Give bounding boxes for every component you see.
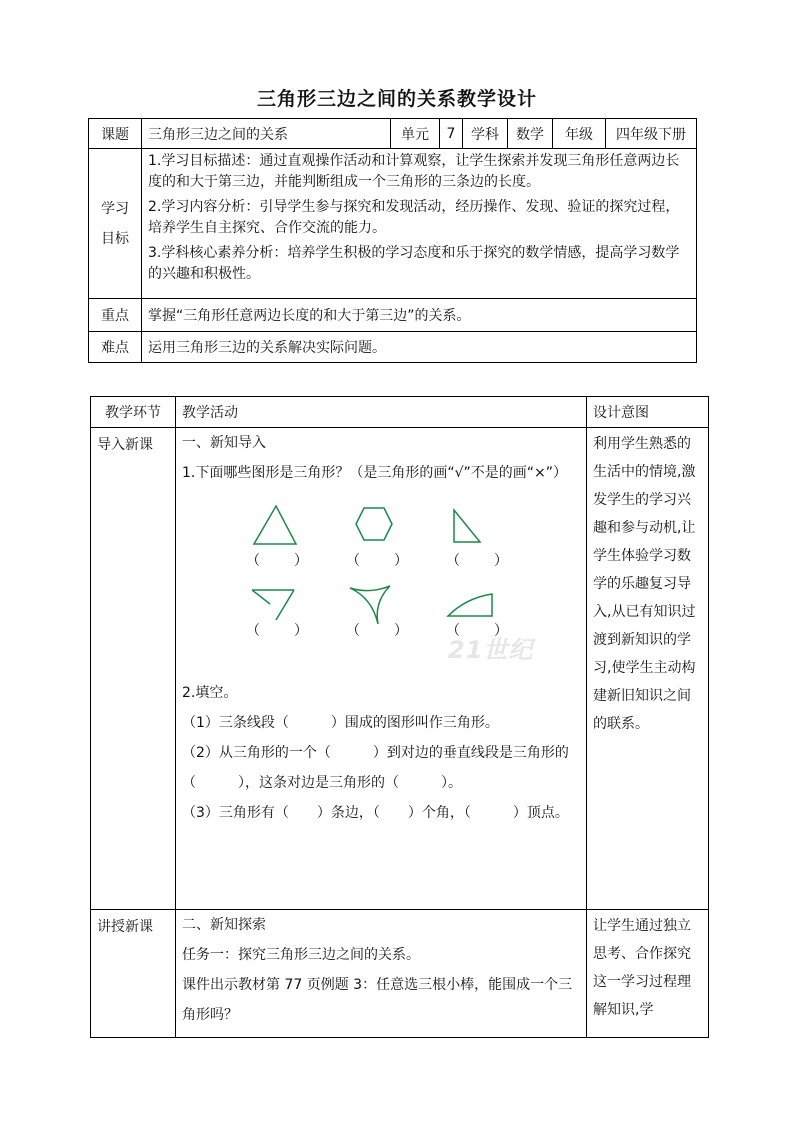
answer-paren-2: （ ） bbox=[346, 553, 410, 569]
fill-blank-1: （1）三条线段（ ）围成的图形叫作三角形。 bbox=[182, 715, 499, 731]
intro-intent-text: 利用学生熟悉的生活中的情境,激发学生的学习兴趣和参与动机,让学生体验学习数学的乐趣复习导入,从已有知识过渡到新知识的学习,使学生主动构建新旧知识之间的联系。 bbox=[593, 436, 696, 732]
goal-2: 2.学习内容分析：引导学生参与探究和发现活动，经历操作、发现、验证的探究过程，培养学生自主探究、合作交流的能力。 bbox=[148, 199, 680, 236]
answer-paren-6: （ ） bbox=[446, 623, 510, 639]
answer-paren-5: （ ） bbox=[346, 623, 410, 639]
topic-value: 三角形三边之间的关系 bbox=[142, 119, 391, 149]
lesson-info-table bbox=[88, 118, 697, 363]
teach-example: 课件出示教材第 77 页例题 3：任意选三根小棒，能围成一个三角形吗？ bbox=[182, 977, 573, 1023]
goals-label bbox=[89, 149, 142, 299]
teaching-plan-table bbox=[90, 396, 709, 1038]
stage-intro: 导入新课 bbox=[91, 428, 176, 910]
header-intent: 设计意图 bbox=[587, 397, 709, 428]
stage-teach-intent bbox=[587, 910, 709, 1038]
subject-value: 数学 bbox=[508, 119, 553, 149]
intro-question-2: 2.填空。 bbox=[182, 685, 238, 701]
fill-blank-2: （2）从三角形的一个（ ）到对边的垂直线段是三角形的（ ），这条对边是三角形的（ ）。 bbox=[182, 745, 569, 791]
shape-figures bbox=[176, 488, 586, 678]
stage-teach-activity bbox=[176, 910, 587, 1038]
fill-blank-3: （3）三角形有（ ）条边，（ ）个角，（ ）顶点。 bbox=[182, 805, 569, 821]
stage-teach: 讲授新课 bbox=[91, 910, 176, 1038]
teach-task-1: 任务一：探究三角形三边之间的关系。 bbox=[182, 947, 420, 963]
stage-intro-activity bbox=[176, 428, 587, 910]
goals-label-text: 学习目标 bbox=[101, 200, 129, 247]
hexagon-shape bbox=[354, 506, 394, 542]
key-label: 重点 bbox=[89, 299, 142, 332]
grade-label: 年级 bbox=[553, 119, 606, 149]
header-stage: 教学环节 bbox=[91, 397, 176, 428]
unit-value: 7 bbox=[440, 119, 463, 149]
intro-question-1: 1.下面哪些图形是三角形？（是三角形的画“√”不是的画“×”） bbox=[182, 465, 568, 481]
teach-intent-text: 让学生通过独立思考、合作探究这一学习过程理解知识,学 bbox=[593, 918, 691, 1018]
stage-intro-intent bbox=[587, 428, 709, 910]
topic-label: 课题 bbox=[89, 119, 142, 149]
goals-content bbox=[142, 149, 697, 299]
document-title: 三角形三边之间的关系教学设计 bbox=[256, 88, 537, 110]
answer-paren-4: （ ） bbox=[246, 623, 310, 639]
key-value: 掌握“三角形任意两边长度的和大于第三边”的关系。 bbox=[142, 299, 697, 332]
difficult-value: 运用三角形三边的关系解决实际问题。 bbox=[142, 332, 697, 363]
grade-value: 四年级下册 bbox=[606, 119, 697, 149]
answer-paren-3: （ ） bbox=[446, 553, 510, 569]
goal-3: 3.学科核心素养分析：培养学生积极的学习态度和乐于探究的数学情感，提高学习数学的兴趣和积极性。 bbox=[148, 245, 680, 282]
goal-1: 1.学习目标描述：通过直观操作活动和计算观察，让学生探索并发现三角形任意两边长度的和大于第三边，并能判断组成一个三角形的三条边的长度。 bbox=[148, 153, 680, 190]
open-angle-shape bbox=[250, 586, 298, 622]
header-activity: 教学活动 bbox=[176, 397, 587, 428]
difficult-label: 难点 bbox=[89, 332, 142, 363]
teach-heading: 二、新知探索 bbox=[182, 917, 266, 933]
answer-paren-1: （ ） bbox=[246, 553, 310, 569]
sector-shape bbox=[446, 590, 498, 620]
unit-label: 单元 bbox=[391, 119, 440, 149]
subject-label: 学科 bbox=[463, 119, 508, 149]
intro-heading: 一、新知导入 bbox=[182, 435, 266, 451]
watermark: 21世纪 bbox=[448, 636, 534, 664]
right-triangle-shape bbox=[452, 508, 484, 544]
triangle-shape-1 bbox=[252, 504, 298, 546]
